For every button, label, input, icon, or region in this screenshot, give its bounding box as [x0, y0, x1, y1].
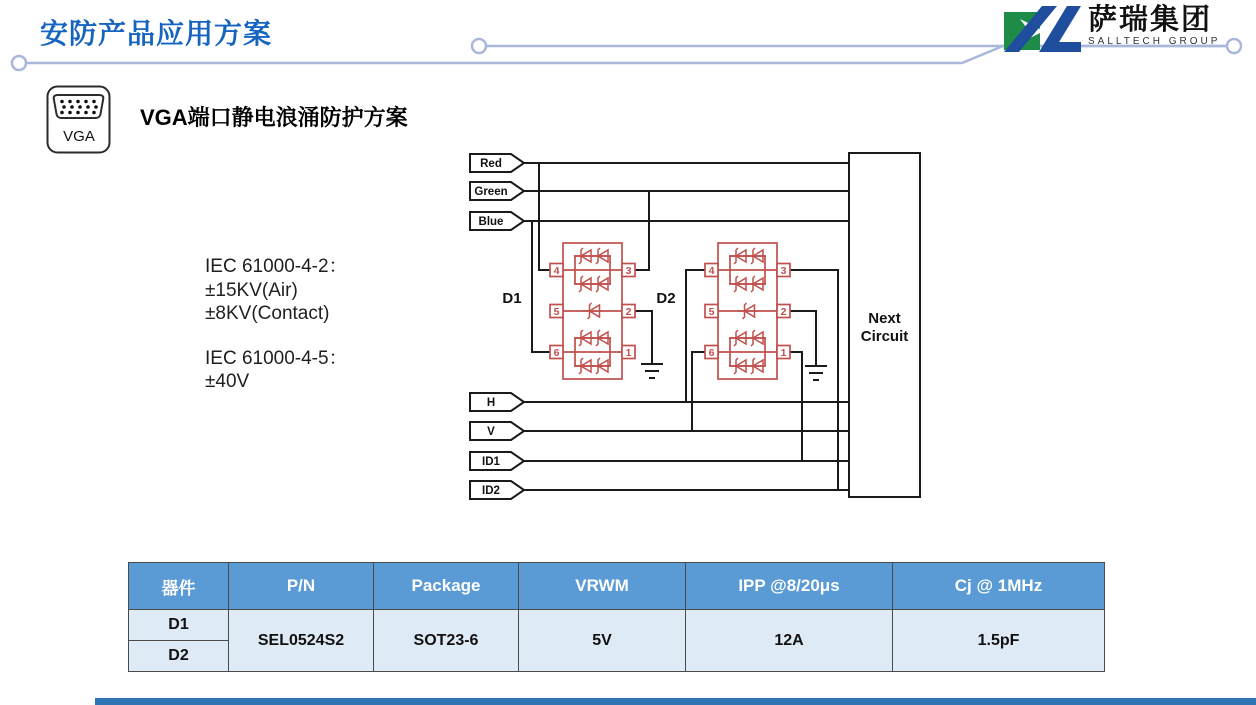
spec-iec1-title: IEC 61000-4-2： [205, 256, 348, 277]
table-header-package: Package [374, 563, 519, 610]
table-header-row [129, 563, 1105, 610]
tvs-chip-d1 [550, 243, 635, 379]
table-header-vrwm: VRWM [519, 563, 686, 610]
pin-number: 6 [708, 347, 715, 359]
table-header-pn: P/N [229, 563, 374, 610]
signal-flag-label: H [486, 397, 496, 409]
next-circuit-label-line1: Next [868, 310, 901, 327]
company-name-en: SALLTECH GROUP [1088, 36, 1221, 47]
ground-icon-d2 [805, 366, 827, 380]
section-title: VGA端口静电浪涌防护方案 [140, 105, 408, 130]
signal-flag-v [470, 422, 524, 440]
signal-flag-label: Green [474, 186, 508, 198]
deco-circle-mid [472, 39, 486, 53]
cell-ipp: 12A [686, 610, 893, 672]
spec-iec1-line1: ±15KV(Air) [205, 279, 298, 301]
signal-flag-green [470, 182, 524, 200]
next-circuit-box [849, 153, 920, 497]
device-spec-table [128, 562, 1105, 672]
signal-flag-id1 [470, 452, 524, 470]
table-header-ipp: IPP @8/20μs [686, 563, 893, 610]
circuit-wires [523, 163, 850, 490]
circuit-diagram [440, 140, 940, 510]
pin-number: 5 [708, 306, 715, 318]
pin-number: 4 [553, 265, 560, 277]
pin-number: 6 [553, 347, 560, 359]
signal-flag-blue [470, 212, 524, 230]
spec-iec2-line1: ±40V [205, 371, 250, 392]
signal-flags [470, 154, 524, 499]
page-title: 安防产品应用方案 [40, 18, 273, 49]
signal-flag-id2 [470, 481, 524, 499]
signal-flag-label: ID1 [482, 456, 500, 468]
pin-number: 1 [780, 347, 787, 359]
bottom-accent-bar [95, 698, 1256, 705]
cell-cj: 1.5pF [893, 610, 1105, 672]
cell-device-d1: D1 [129, 610, 229, 641]
cell-vrwm: 5V [519, 610, 686, 672]
company-name-cn: 萨瑞集团 [1088, 4, 1213, 36]
next-circuit-label-line2: Circuit [860, 328, 909, 345]
signal-flag-label: Blue [478, 216, 504, 228]
signal-flag-label: Red [480, 158, 502, 170]
deco-circle-right [1227, 39, 1241, 53]
pin-number: 1 [625, 347, 632, 359]
device-label-d2: D2 [656, 290, 676, 307]
tvs-chip-d2 [705, 243, 790, 379]
vga-icon-label: VGA [63, 128, 95, 145]
vga-port-icon [46, 85, 112, 155]
pin-number: 5 [553, 306, 560, 318]
signal-flag-label: ID2 [482, 485, 500, 497]
cell-package: SOT23-6 [374, 610, 519, 672]
signal-flag-label: V [487, 426, 495, 438]
company-logo-icon [1004, 5, 1082, 53]
pin-number: 3 [625, 265, 632, 277]
pin-number: 3 [780, 265, 787, 277]
cell-pn: SEL0524S2 [229, 610, 374, 672]
table-header-device: 器件 [129, 563, 229, 610]
company-logo [1004, 5, 1220, 53]
pin-number: 2 [625, 306, 632, 318]
deco-circle-left [12, 56, 26, 70]
cell-device-d2: D2 [129, 641, 229, 672]
pin-number: 4 [708, 265, 715, 277]
device-label-d1: D1 [502, 290, 522, 307]
pin-number: 2 [780, 306, 787, 318]
spec-iec2-title: IEC 61000-4-5： [205, 347, 348, 369]
signal-flag-red [470, 154, 524, 172]
table-header-cj: Cj @ 1MHz [893, 563, 1105, 610]
table-row [129, 610, 1105, 641]
spec-text-block [205, 255, 348, 394]
ground-icon-d1 [641, 364, 663, 378]
signal-flag-h [470, 393, 524, 411]
spec-iec1-line2: ±8KV(Contact) [205, 303, 330, 324]
company-logo-text [1088, 5, 1220, 47]
